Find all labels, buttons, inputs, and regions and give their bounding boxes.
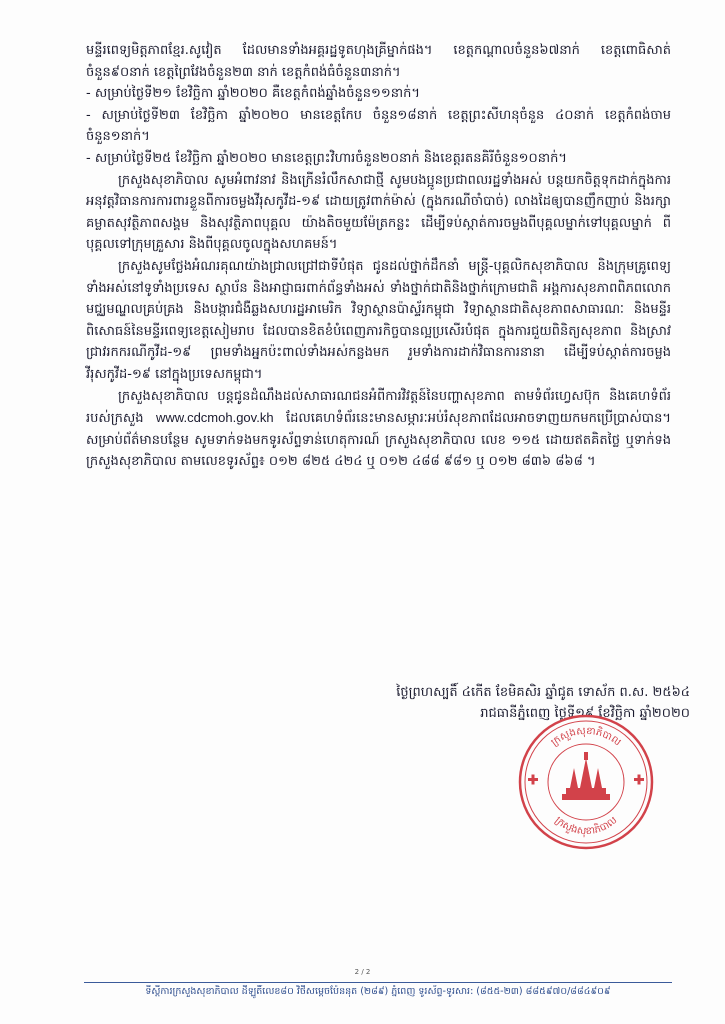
page-number: 2 / 2	[354, 968, 371, 976]
paragraph-thanks: ក្រសួងសូមថ្លែងអំណរគុណយ៉ាងជ្រាលជ្រៅជាទីបំផុត ជូនដល់ថ្នាក់ដឹកនាំ មន្ត្រី-បុគ្គលិកសុខាភិបាល និងក្រុមគ្រូពេទ្យទាំងអស់នៅទូទាំងប្រទេស ស្ថាប័ន និងអាជ្ញាធរពាក់ព័ន្ធទាំងអស់ ទាំងថ្នាក់ជាតិនិងថ្នាក់ក្រោមជាតិ អង្គការសុខភាពពិភពលោក មជ្ឈមណ្ឌលគ្រប់គ្រង និងបង្ការជំងឺឆ្លងសហរដ្ឋអាមេរិក វិទ្យាស្ថានប៉ាស្ទ័រកម្ពុជា វិទ្យាស្ថានជាតិសុខភាពសាធារណៈ និងមន្ទីរពិសោធន៍នៃមន្ទីរពេទ្យខេត្តសៀមរាប ដែលបានខិតខំបំពេញភារកិច្ចបានល្អប្រសើរបំផុត ក្នុងការជួយពិនិត្យសុខភាព និងស្រាវជ្រាវរកករណីកូវីដ-១៩ ព្រមទាំងអ្នកប៉ះពាល់ទាំងអស់កន្លងមក រួមទាំងការដាក់វិធានការនានា ដើម្បីទប់ស្កាត់ការចម្លងវីរុសកូវីដ-១៩ នៅក្នុងប្រទេសកម្ពុជា។	[86, 258, 671, 382]
paragraph-appeal: ក្រសួងសុខាភិបាល សូមអំពាវនាវ និងក្រើនរំលឹកសាជាថ្មី សូមបងប្អូនប្រជាពលរដ្ឋទាំងអស់ បន្តយកចិត្តទុកដាក់ក្នុងការអនុវត្តវិធានការការពារខ្លួនពីការចម្លងវីរុសកូវីដ-១៩ ដោយត្រូវពាក់ម៉ាស់ (ក្នុងករណីចាំបាច់) លាងដៃឲ្យបានញឹកញាប់ និងរក្សាគម្លាតសុវត្ថិភាពសង្គម និងសុវត្ថិភាពបុគ្គល យ៉ាងតិចមួយម៉ែត្រកន្លះ ដើម្បីទប់ស្កាត់ការចម្លងពីបុគ្គលម្នាក់ទៅបុគ្គលម្នាក់ ពីបុគ្គលទៅក្រុមគ្រួសារ និងពីបុគ្គលចូលក្នុងសហគមន៍។	[86, 172, 671, 253]
paragraph-contact	[86, 386, 671, 473]
document-body	[86, 40, 671, 473]
bullet-item-nov21: - សម្រាប់ថ្ងៃទី២១ ខែវិច្ឆិកា ឆ្នាំ២០២០ គឺខេត្តកំពង់ឆ្នាំងចំនួន១១នាក់។	[86, 86, 420, 102]
footer-divider	[84, 982, 672, 983]
contact-text-before: ក្រសួងសុខាភិបាល បន្តជូនដំណឹងដល់សាធារណជនអំពីការវិវត្តន៍នៃបញ្ហាសុខភាព តាមទំព័រហ្វេសប៊ុក និងគេហទំព័ររបស់ក្រសួង	[86, 388, 671, 427]
website-link[interactable]: www.cdcmoh.gov.kh	[156, 410, 274, 426]
lunar-date-line: ថ្ងៃព្រហស្បតិ៍ ៤កើត ខែមិគសិរ ឆ្នាំជូត ទោស័ក ព.ស. ២៥៦៤	[396, 685, 690, 700]
contact-text-after: ដែលគេហទំព័រនេះមានសម្ភារៈអប់រំសុខភាពដែលអាចទាញយកមកប្រើប្រាស់បាន។ សម្រាប់ព័ត៌មានបន្ថែម សូមទាក់ទងមកទូរស័ព្ទទាន់ហេតុការណ៍ ក្រសួងសុខាភិបាល លេខ ១១៥ ដោយឥតគិតថ្លៃ ឬទាក់ទងក្រសួងសុខាភិបាល តាមលេខទូរស័ព្ទ៖ ០១២ ៨២៥ ៤២៤ ឬ ០១២ ៤៨៨ ៩៨១ ឬ ០១២ ៨៣៦ ៨៦៨ ។	[86, 411, 671, 470]
ministry-seal	[516, 712, 656, 852]
bullet-item-nov23: - សម្រាប់ថ្ងៃទី២៣ ខែវិច្ឆិកា ឆ្នាំ២០២០ មានខេត្តកែប ចំនួន១៨នាក់ ខេត្តព្រះសីហនុចំនួន ៤០នាក់ ខេត្តកំពង់ចាមចំនួន១នាក់។	[86, 107, 671, 145]
paragraph-continuation: មន្ទីរពេទ្យមិត្តភាពខ្មែរ.សូវៀត ដែលមានទាំងអគ្គរដ្ឋទូតហុងគ្រីម្នាក់ផង។ ខេត្តកណ្តាលចំនួន៦៧នាក់ ខេត្តពោធិសាត់ចំនួន៩០នាក់ ខេត្តព្រៃវែងចំនួន២៣ នាក់ ខេត្តកំពង់ធំចំនួន៣នាក់។	[86, 43, 671, 80]
seal-top-text: ក្រសួងសុខាភិបាល	[549, 725, 623, 749]
bullet-item-nov25: - សម្រាប់ថ្ងៃទី២៥ ខែវិច្ឆិកា ឆ្នាំ២០២០ មានខេត្តព្រះវិហារចំនួន២០នាក់ និងខេត្តរតនគិរីចំនួន១០នាក់។	[86, 150, 567, 166]
temple-emblem-icon	[562, 752, 610, 800]
seal-bottom-text: ក្រសួងសុខាភិបាល	[552, 814, 620, 838]
footer-address: ទីស្តីការក្រសួងសុខាភិបាល ដីឡូតិ៍លេខ៨០ វិថីសម្តេចប៉ែននុត (២៨៩) ភ្នំពេញ ទូរស័ព្ទ-ទូរសារ: (៨៥៥-២៣) ៨៨៥៩៧០/៨៨៤៩០៩	[145, 986, 611, 997]
place-date-line: រាជធានីភ្នំពេញ ថ្ងៃទី១៩ ខែវិច្ឆិកា ឆ្នាំ២០២០	[480, 706, 690, 721]
